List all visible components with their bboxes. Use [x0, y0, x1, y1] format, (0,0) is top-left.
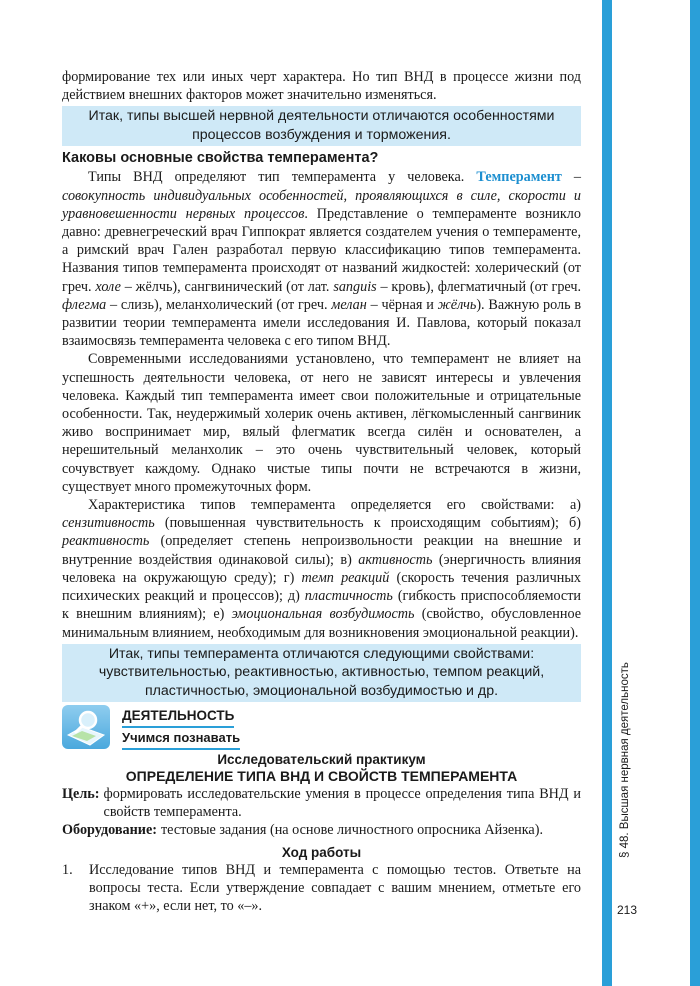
paragraph-modern-research: Современными исследованиями установлено, что темперамент не влияет на успешность деятельности человека, от него не зависят интересы и увлечения человека. Каждый тип темперамента имеет свои положительные и отрицательные особенности. Так, неудержимый холерик очень активен, лёгкомысленный сангвиник живо воспринимает мир, вялый флегматик всегда силён и основателен, а нерешительный меланхолик – это очень чувствительный человек, который сочувствует каждому. Однако чистые типы почти не встречаются в жизни, существует много промежуточных форм.: [62, 351, 581, 495]
paragraph-temperament-definition: Типы ВНД определяют тип темперамента у человека. Темперамент – совокупность индивидуальных особенностей, проявляющихся в силе, скорости и уравновешенности нервных процессов. Представление о темпераменте возникло давно: древнегреческий врач Гиппократ является создателем учения о темпераменте, а римский врач Гален разработал первую классификацию типов темперамента. Названия типов темперамента происходят от названий жидкостей: холерический (от греч. холе – жёлчь), сангвинический (от лат. sanguis – кровь), флегматичный (от греч. флегма – слизь), меланхолический (от греч. мелан – чёрная и жёлчь). Важную роль в развитии теории темперамента имели исследования И. Павлова, который показал взаимосвязь темперамента человека с его типом ВНД.: [62, 169, 582, 350]
activity-subtitle: Учимся познавать: [122, 729, 240, 750]
activity-title: ДЕЯТЕЛЬНОСТЬ: [122, 707, 234, 728]
practicum-label: Исследовательский практикум: [217, 751, 426, 767]
term-temperament: Темперамент: [476, 169, 562, 186]
activity-header: [62, 705, 581, 751]
step-text: Исследование типов ВНД и темперамента с помощью тестов. Ответьте на вопросы теста. Если утверждение совпадает с вашим мнением, отметьте его знаком «+», если нет, то «–».: [89, 861, 581, 914]
goal-label: Цель:: [62, 785, 100, 802]
chapter-running-title: § 48. Высшая нервная деятельность: [619, 662, 631, 858]
equipment-label: Оборудование:: [62, 822, 157, 839]
equipment-text: тестовые задания (на основе личностного опросника Айзенка).: [160, 822, 543, 839]
page-number: 213: [617, 903, 638, 917]
practicum-heading: ОПРЕДЕЛЕНИЕ ТИПА ВНД И СВОЙСТВ ТЕМПЕРАМЕНТА: [125, 767, 518, 784]
paragraph-properties: Характеристика типов темперамента определяется его свойствами: а) сензитивность (повышенная чувствительность к происходящим событиям); б) реактивность (определяет степень непроизвольности реакции на внешние и внутренние воздействия одинаковой силы); в) активность (энергичность влияния человека на окружающую среду); г) темп реакций (скорость течения различных психических реакций и процессов); д) пластичность (гибкость приспособляемости к внешним влияниям); е) эмоциональная возбудимость (свойство, обусловленное минимальным влиянием, необходимым для возникновения эмоциональной реакции).: [62, 497, 582, 641]
goal-text: формировать исследовательские умения в процессе определения типа ВНД и свойств темперамента.: [103, 785, 581, 821]
magnifier-map-icon: [62, 705, 110, 749]
paragraph-intro: формирование тех или иных черт характера. Но тип ВНД в процессе жизни под действием внешних факторов может значительно изменяться.: [62, 69, 581, 104]
section-question: Каковы основные свойства темперамента?: [62, 150, 379, 167]
main-content: [62, 68, 581, 915]
equipment-row: [62, 821, 581, 839]
goal-row: [62, 785, 581, 821]
highlight-summary-1: Итак, типы высшей нервной деятельности отличаются особенностями процессов возбуждения и торможения.: [62, 106, 581, 146]
work-title: Ход работы: [281, 844, 362, 860]
step-number: 1.: [62, 861, 73, 878]
step-1: [62, 861, 581, 916]
highlight-summary-2: Итак, типы темперамента отличаются следующими свойствами: чувствительностью, реактивностью, активностью, темпом реакций, пластичностью, эмоциональной возбудимостью и др.: [62, 644, 581, 702]
